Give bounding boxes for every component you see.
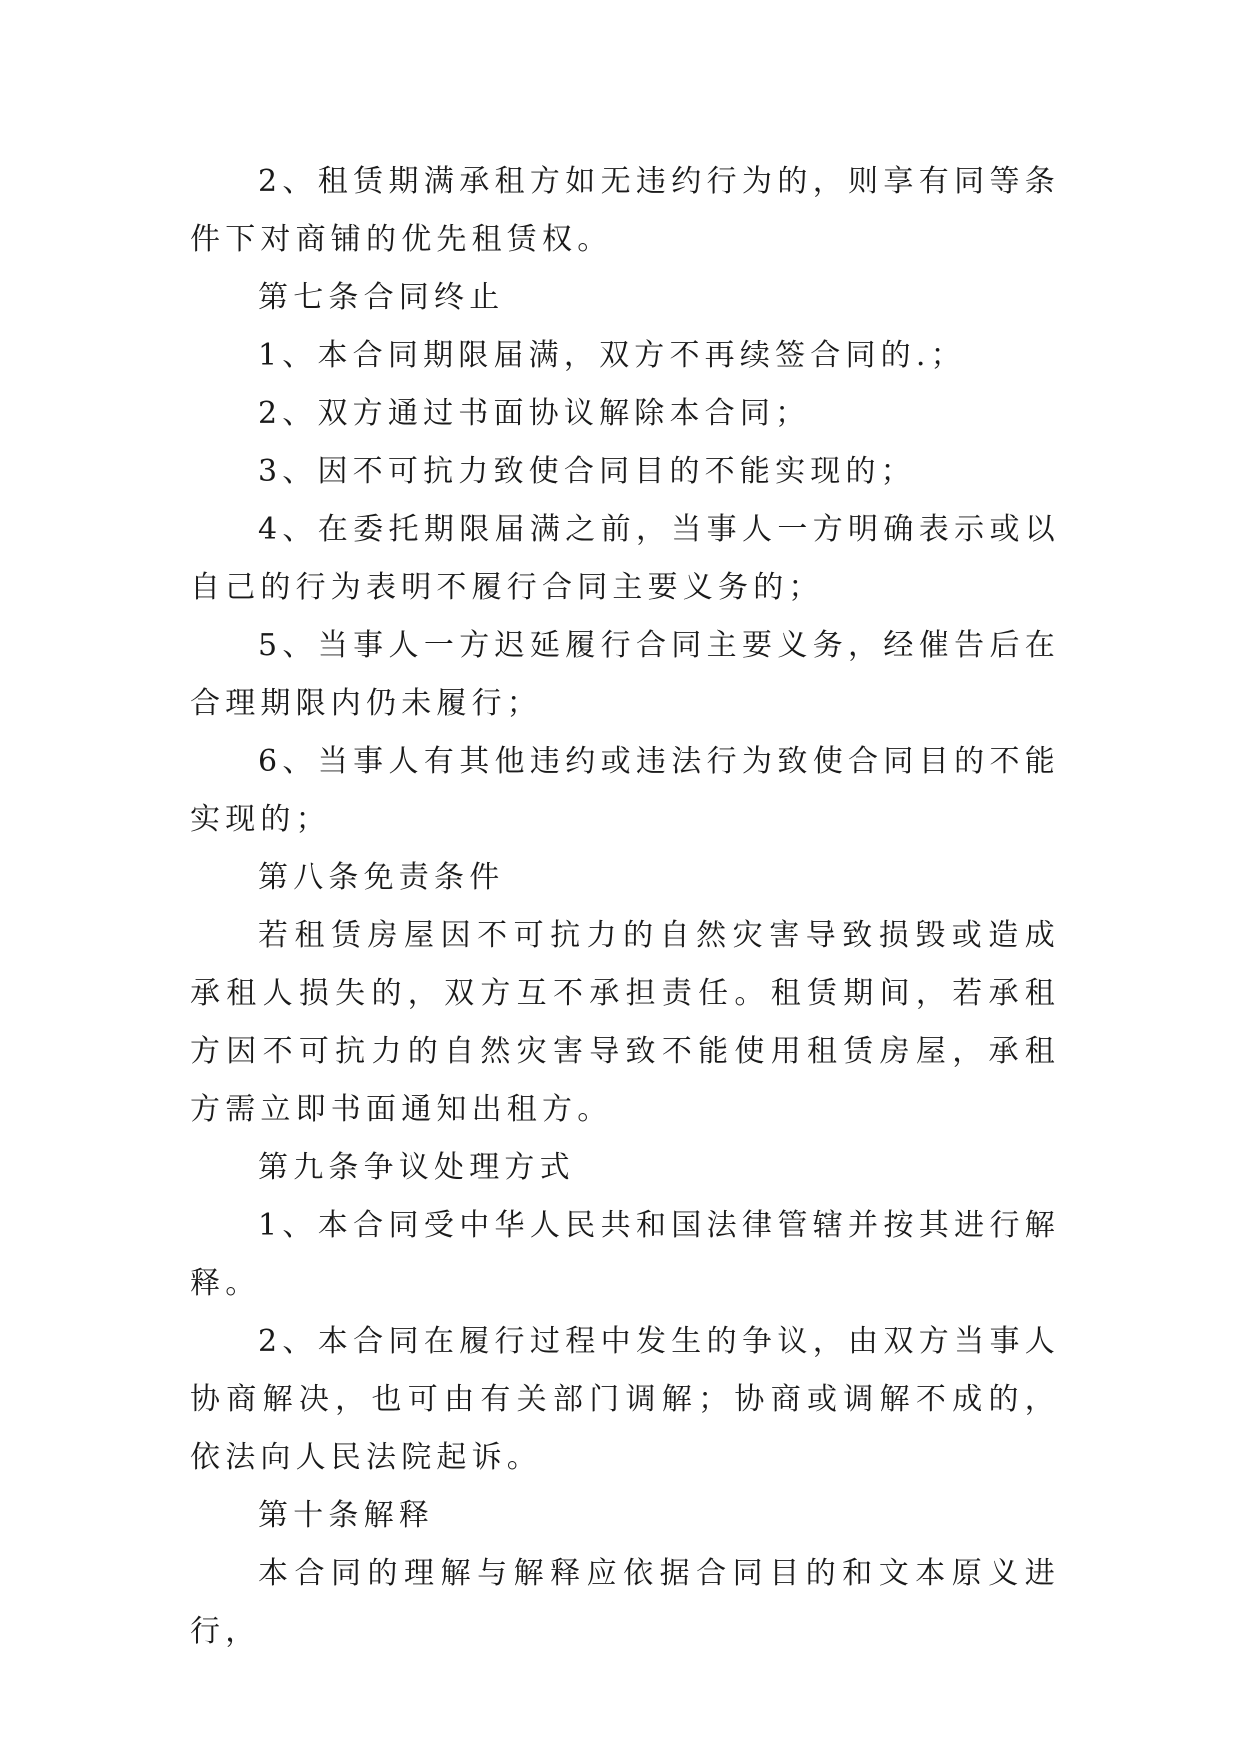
article-7-item-4: 4、在委托期限届满之前，当事人一方明确表示或以自己的行为表明不履行合同主要义务的； <box>190 512 1060 605</box>
article-9-item-2: 2、本合同在履行过程中发生的争议，由双方当事人协商解决，也可由有关部门调解；协商或调解不成的，依法向人民法院起诉。 <box>190 1324 1060 1475</box>
article-10-heading: 第十条解释 <box>258 1498 434 1533</box>
article-9-heading: 第九条争议处理方式 <box>258 1150 575 1185</box>
article-7-item-5: 5、当事人一方迟延履行合同主要义务，经催告后在合理期限内仍未履行； <box>190 628 1060 721</box>
article-7-item-3: 3、因不可抗力致使合同目的不能实现的； <box>258 454 916 489</box>
article-9-item-1: 1、本合同受中华人民共和国法律管辖并按其进行解释。 <box>190 1208 1060 1301</box>
article-8-body: 若租赁房屋因不可抗力的自然灾害导致损毁或造成承租人损失的，双方互不承担责任。租赁期间，若承租方因不可抗力的自然灾害导致不能使用租赁房屋，承租方需立即书面通知出租方。 <box>190 918 1060 1127</box>
article-10-body: 本合同的理解与解释应依据合同目的和文本原义进行， <box>190 1556 1060 1649</box>
clause-6-item-2: 2、租赁期满承租方如无违约行为的，则享有同等条件下对商铺的优先租赁权。 <box>190 164 1060 257</box>
article-7-item-2: 2、双方通过书面协议解除本合同； <box>258 396 811 431</box>
article-7-item-1: 1、本合同期限届满，双方不再续签合同的.； <box>258 338 966 373</box>
article-8-heading: 第八条免责条件 <box>258 860 505 895</box>
article-7-heading: 第七条合同终止 <box>258 280 505 315</box>
article-7-item-6: 6、当事人有其他违约或违法行为致使合同目的不能实现的； <box>190 744 1060 837</box>
contract-body <box>190 153 1060 1661</box>
